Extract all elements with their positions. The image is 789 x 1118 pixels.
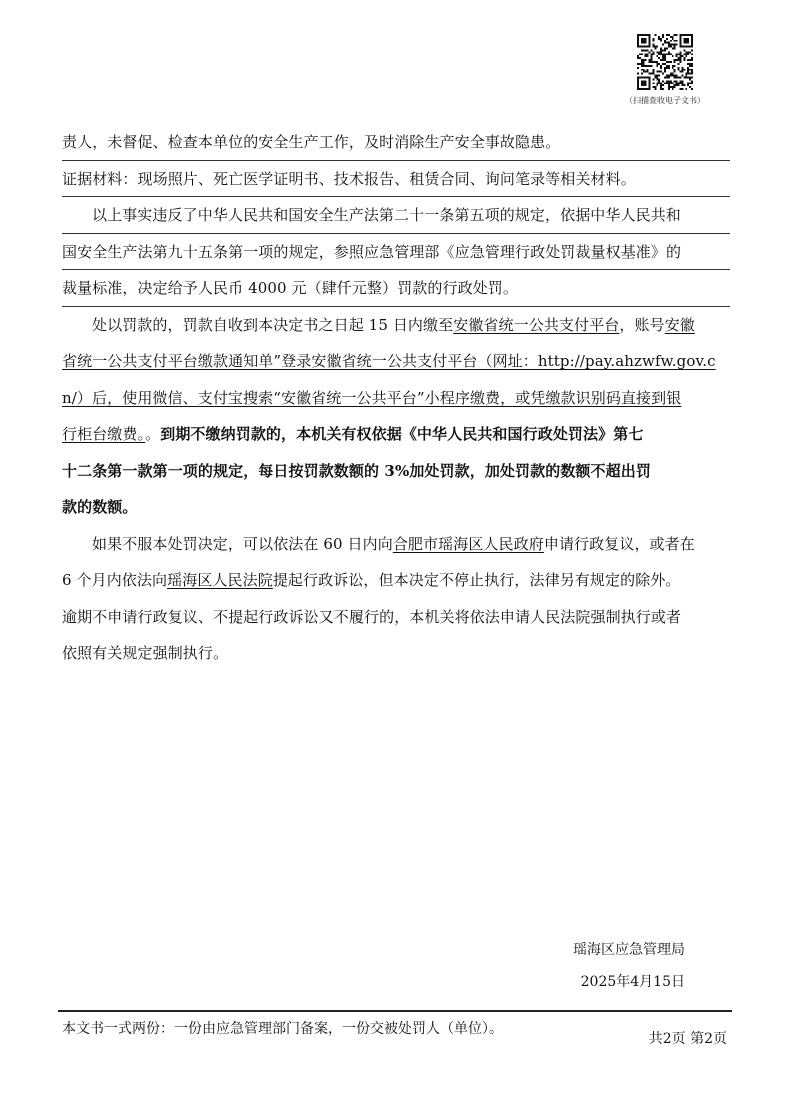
underlined-text: 省统一公共支付平台缴款通知单”登录安徽省统一公共支付平台（网址：http://pay.ahzwfw.gov.c — [62, 352, 716, 370]
text-line — [62, 635, 730, 672]
bold-text: 十二条第一款第一项的规定，每日按罚款数额的 3%加处罚款，加处罚款的数额不超出罚 — [62, 461, 651, 480]
document-body — [62, 124, 730, 672]
text-line — [62, 124, 730, 161]
text-segment: 国安全生产法第九十五条第一项的规定，参照应急管理部《应急管理行政处罚裁量权基准》的 — [62, 242, 682, 261]
text-segment: 逾期不申请行政复议、不提起行政诉讼又不履行的，本机关将依法申请人民法院强制执行或者 — [62, 607, 682, 626]
text-segment: 裁量标准，决定给予人民币 4000 元（肆仟元整）罚款的行政处罚。 — [62, 279, 519, 297]
text-segment: 6 个月内依法向 — [62, 571, 168, 589]
bold-text: 到期不缴纳罚款的，本机关有权依据《中华人民共和国行政处罚法》第七 — [160, 425, 644, 443]
text-line — [62, 380, 730, 417]
text-line — [62, 453, 730, 490]
footer-note: 本文书一式两份：一份由应急管理部门备案，一份交被处罚人（单位）。 — [62, 1021, 503, 1037]
issue-date: 2025年4月15日 — [580, 974, 685, 990]
text-line — [62, 270, 730, 307]
text-line — [62, 599, 730, 636]
underlined-text: 瑶海区人民法院 — [167, 571, 273, 589]
text-segment: 责人，未督促、检查本单位的安全生产工作，及时消除生产安全事故隐患。 — [62, 133, 561, 151]
underlined-text: 合肥市瑶海区人民政府 — [392, 534, 544, 553]
text-segment: 提起行政诉讼，但本决定不停止执行，法律另有规定的除外。 — [272, 571, 681, 589]
page-number: 共2页 第2页 — [648, 1031, 727, 1047]
text-line — [62, 526, 730, 563]
issuing-authority: 瑶海区应急管理局 — [573, 942, 685, 958]
text-line — [62, 489, 730, 526]
underlined-text: 行柜台缴费。 — [62, 425, 146, 443]
text-segment: 。 — [145, 425, 161, 443]
qr-code-block — [622, 34, 708, 106]
underlined-text: 安徽 — [664, 315, 695, 334]
footer-divider — [58, 1010, 732, 1012]
bold-text: 款的数额。 — [62, 498, 138, 516]
text-line — [62, 416, 730, 453]
text-segment: ，账号 — [619, 315, 665, 334]
text-line — [62, 161, 730, 198]
text-segment: 以上事实违反了中华人民共和国安全生产法第二十一条第五项的规定，依据中华人民共和 — [92, 206, 681, 224]
text-segment: 依照有关规定强制执行。 — [62, 644, 229, 662]
text-segment: 处以罚款的，罚款自收到本决定书之日起 15 日内缴至 — [92, 315, 454, 334]
qr-caption: （扫描查收电子文书） — [625, 96, 705, 105]
text-segment: 证据材料：现场照片、死亡医学证明书、技术报告、租赁合同、询问笔录等相关材料。 — [62, 169, 636, 188]
text-segment: 申请行政复议，或者在 — [543, 534, 695, 553]
text-line — [62, 343, 730, 380]
underlined-text: n/）后，使用微信、支付宝搜索“安徽省统一公共平台”小程序缴费，或凭缴款识别码直接到银 — [62, 388, 682, 407]
text-line — [62, 307, 730, 344]
text-line — [62, 234, 730, 271]
qr-code-icon[interactable] — [637, 34, 693, 90]
text-segment: 如果不服本处罚决定，可以依法在 60 日内向 — [92, 534, 393, 553]
text-line — [62, 562, 730, 599]
underlined-text: 安徽省统一公共支付平台 — [453, 315, 620, 334]
text-line — [62, 197, 730, 234]
